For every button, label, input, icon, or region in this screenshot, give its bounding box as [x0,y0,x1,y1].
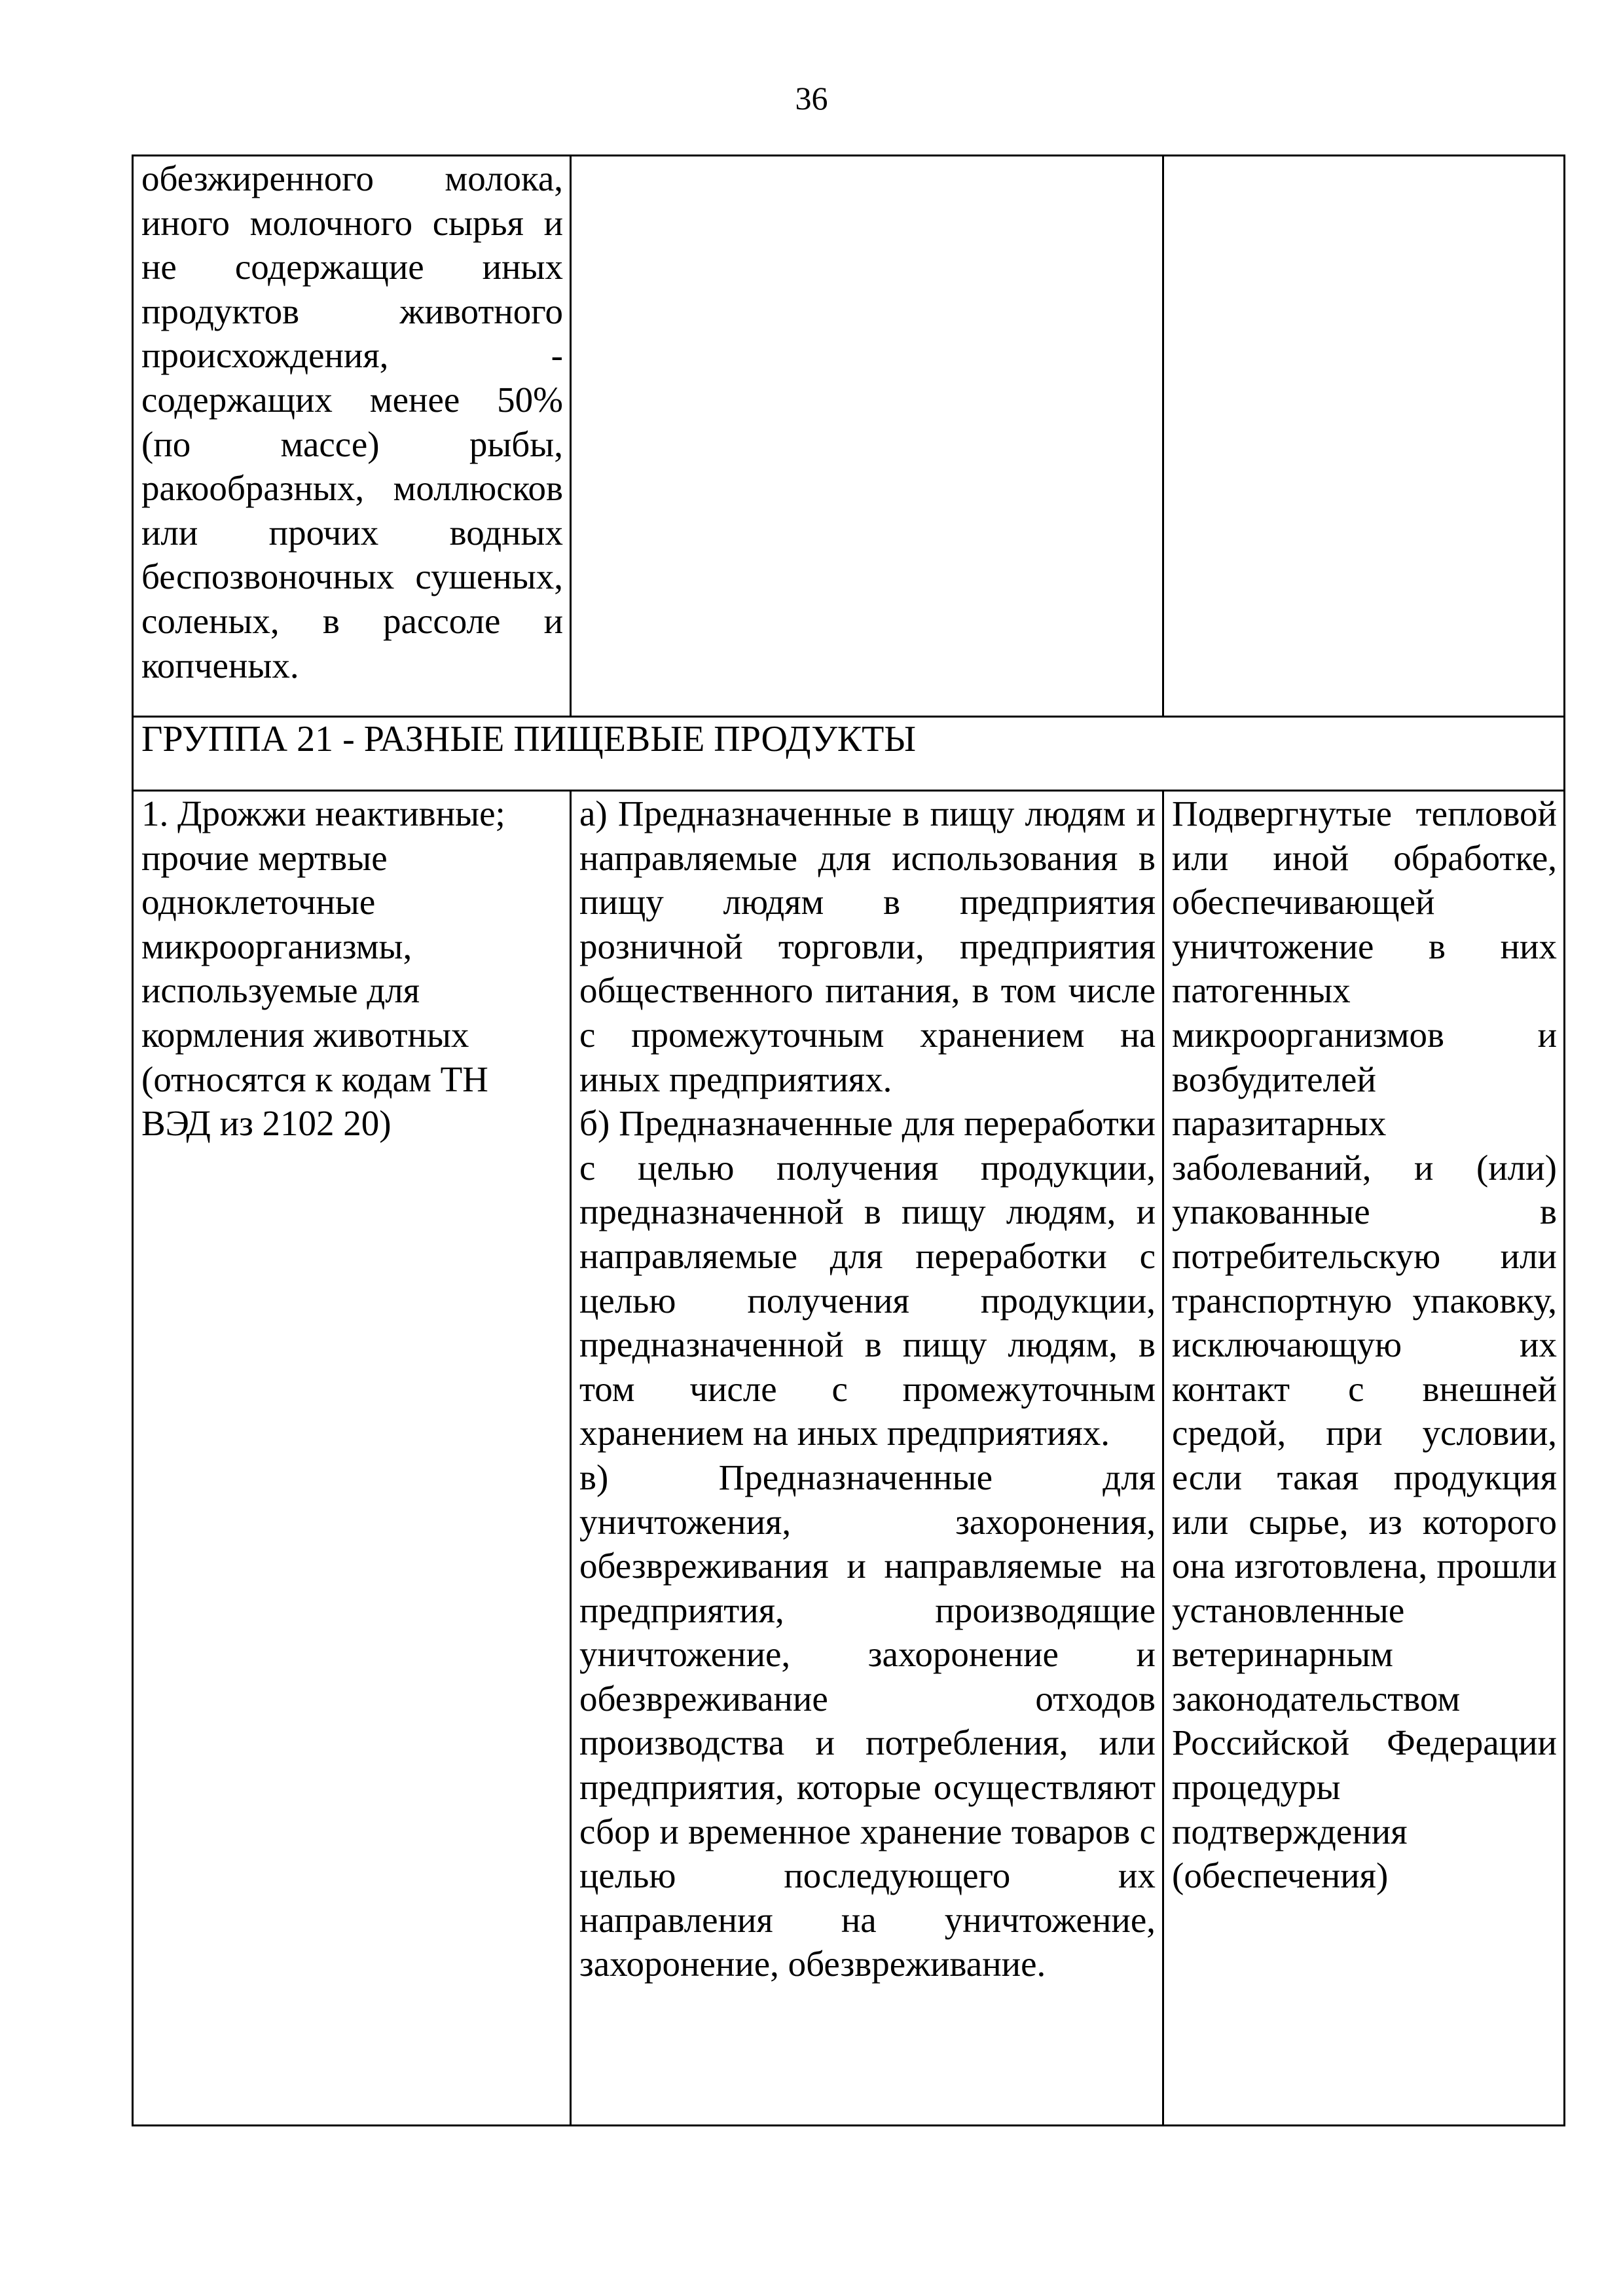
product-text: 1. Дрожжи неактивные; прочие мертвые одноклеточные микроорганизмы, используемые для кормления животных (относятся к кодам ТН ВЭД из 2102 20) [141,793,505,1144]
conditions-text: Подвергнутые тепловой или иной обработке, обеспечивающей уничтожение в них патогенных микроорганизмов и возбудителей паразитарных заболеваний, и (или) упакованные в потребительскую или транспортную упаковку, исключающую их контакт с внешней средой, при условии, если такая продукция или сырье, из которого она изготовлена, прошли установленные ветеринарным законодательством Российской Федерации процедуры подтверждения (обеспечения) [1172,793,1557,1896]
regulation-table [132,155,1565,2126]
table-row-group-header [133,717,1565,791]
table-cell-description [133,156,571,717]
purpose-c-text: в) Предназначенные для уничтожения, захоронения, обезвреживания и направляемые на предприятия, производящие уничтожение, захоронение и обезвреживание отходов производства и потребления, или предприятия, которые осуществляют сбор и временное хранение товаров с целью последующего их направления на уничтожение, захоронение, обезвреживание. [579,1457,1156,1984]
table-row [133,791,1565,2126]
table-row [133,156,1565,717]
purpose-a-text: а) Предназначенные в пищу людям и направляемые для использования в пищу людям в предприятия розничной торговли, предприятия общественного питания, в том числе с промежуточным хранением на иных предприятиях. [579,793,1156,1099]
table-cell-conditions [1163,156,1565,717]
group-header: ГРУППА 21 - РАЗНЫЕ ПИЩЕВЫЕ ПРОДУКТЫ [133,717,1565,791]
table-cell-conditions [1163,791,1565,2126]
purpose-b-text: б) Предназначенные для переработки с целью получения продукции, предназначенной в пищу людям, и направляемые для переработки с целью получения продукции, предназначенной в пищу людям, в том числе с промежуточным хранением на иных предприятиях. [579,1103,1156,1453]
table-cell-purpose [571,156,1163,717]
table-cell-product [133,791,571,2126]
table-cell-purpose [571,791,1163,2126]
continued-description-text: обезжиренного молока, иного молочного сырья и не содержащие иных продуктов животного происхождения, - содержащих менее 50% (по массе) рыбы, ракообразных, моллюсков или прочих водных беспозвоночных сушеных, соленых, в рассоле и копченых. [141,158,563,685]
page-number: 36 [795,80,828,117]
